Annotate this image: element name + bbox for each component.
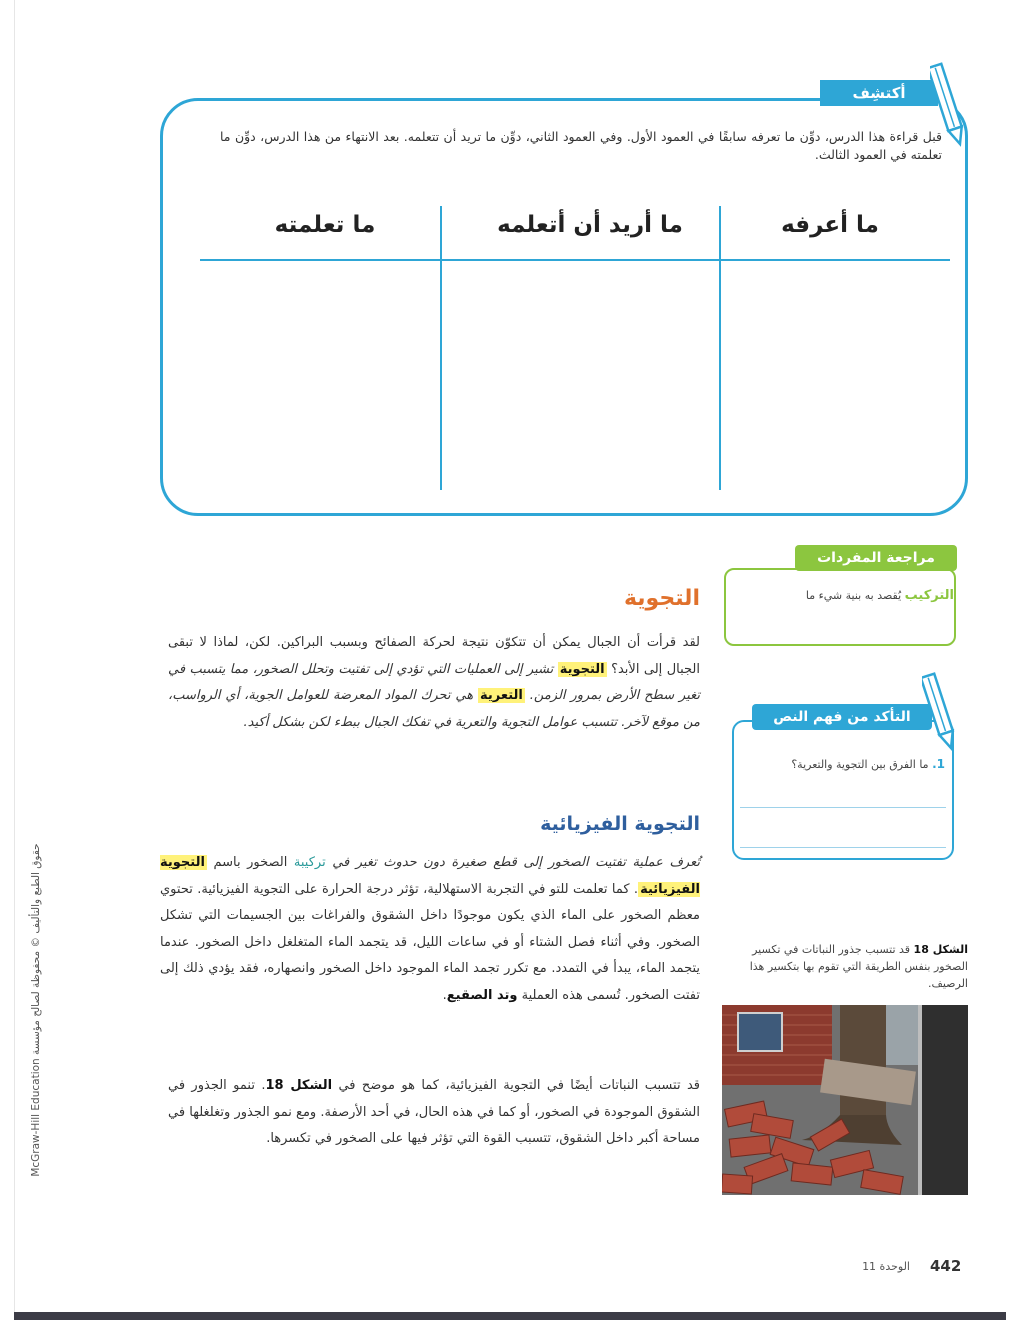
term-physical-weathering: التجوية الفيزيائية xyxy=(160,855,700,897)
column-header-know: ما أعرفه xyxy=(781,212,879,238)
weathering-paragraph xyxy=(168,630,700,736)
answer-line[interactable] xyxy=(740,847,946,848)
reading-check-question xyxy=(745,757,945,771)
kwl-learned-cell[interactable] xyxy=(200,262,438,488)
section-heading: التجوية xyxy=(623,586,700,611)
term-weathering: التجوية xyxy=(559,661,605,677)
unit-label: الوحدة 11 xyxy=(862,1260,910,1273)
reading-check-tab: التأكد من فهم النص xyxy=(752,704,932,730)
explore-tab: أكتشِف xyxy=(820,80,938,106)
vocab-definition: يُقصد به بنية شيء ما xyxy=(805,589,902,602)
kwl-want-cell[interactable] xyxy=(444,262,716,488)
vocab-term: التركيب xyxy=(904,588,954,603)
term-erosion: التعرية xyxy=(480,688,523,703)
paragraph-text: قد تتسبب النباتات أيضًا في التجوية الفيزيائية، كما هو موضح في xyxy=(332,1078,700,1093)
pencil-icon xyxy=(922,668,956,754)
vocab-review-box xyxy=(724,568,956,646)
column-header-learned: ما تعلمته xyxy=(274,212,376,238)
column-header-want: ما أريد أن أتعلمه xyxy=(497,212,683,238)
question-number: 1. xyxy=(932,757,945,771)
vocab-review-tab: مراجعة المفردات xyxy=(795,545,957,571)
kwl-column-divider xyxy=(719,206,721,490)
kwl-header-divider xyxy=(200,259,950,261)
term-frost-wedging: وتد الصقيع xyxy=(446,987,518,1003)
kwl-know-cell[interactable] xyxy=(722,262,948,488)
paragraph-text: تشير إلى العمليات التي تؤدي إلى تفتيت وتحلل الصخور، مما يتسبب في تغير سطح الأرض بمرور الزمن. xyxy=(168,661,701,703)
caption-text: قد تتسبب جذور النباتات في تكسير الصخور بنفس الطريقة التي تقوم بها بتكسير هذا الرصيف. xyxy=(749,943,968,990)
paragraph-text: تُعرف عملية تفتيت الصخور إلى قطع صغيرة دون حدوث تغير في xyxy=(325,855,700,870)
subsection-heading: التجوية الفيزيائية xyxy=(540,813,700,835)
kwl-instructions: قبل قراءة هذا الدرس، دوِّن ما تعرفه سابقًا في العمود الأول. وفي العمود الثاني، دوِّن ما تريد أن تتعلمه. بعد الانتهاء من هذا الدرس، دوِّن ما تعلمته في العمود الثالث. xyxy=(220,129,942,162)
kwl-column-divider xyxy=(440,206,442,490)
figure-reference: الشكل 18 xyxy=(265,1078,333,1093)
bottom-bar xyxy=(14,1312,1006,1320)
tree-roots-sidewalk-photo xyxy=(722,1005,968,1195)
paragraph-text: الصخور باسم xyxy=(206,855,294,870)
copyright-credit: حقوق الطبع والتأليف © محفوظة لصالح مؤسسة McGraw-Hill Education xyxy=(30,843,42,1177)
page-edge xyxy=(14,0,15,1320)
term-composition: تركيبة xyxy=(293,855,326,870)
answer-line[interactable] xyxy=(740,807,946,808)
reading-check-box xyxy=(732,720,954,860)
question-text: ما الفرق بين التجوية والتعرية؟ xyxy=(791,758,929,771)
figure-label: الشكل 18 xyxy=(913,943,968,956)
paragraph-text: لقد قرأت أن الجبال يمكن أن تتكوّن نتيجة لحركة الصفائح وبسبب البراكين. لكن، لماذا لا تبقى الجبال إلى الأبد؟ xyxy=(168,635,701,677)
figure-caption xyxy=(740,941,968,992)
paragraph-text: . xyxy=(442,987,447,1003)
vocab-entry xyxy=(740,588,954,603)
physical-weathering-paragraph xyxy=(160,850,700,1009)
page-number: 442 xyxy=(930,1257,962,1275)
paragraph-text: هي تحرك المواد المعرضة للعوامل الجوية، أي الرواسب، من موقع لآخر. تتسبب عوامل التجوية والتعرية في تفكك الجبال ببطء لكن بشكل أكيد. xyxy=(168,688,700,730)
paragraph-text: . كما تعلمت للتو في التجربة الاستهلالية، تؤثر درجة الحرارة على التجوية الفيزيائية. تحتوي معظم الصخور على الماء الذي يكون موجودًا داخل الشقوق والفراغات بين الجسيمات التي تشكل الصخور. وفي أثناء فصل الشتاء أو في ساعات الليل، قد يتجمد الماء المتغلغل داخل الصخور. عندما يتجمد الماء، يبدأ في التمدد. مع تكرر تجمد الماء الموجود داخل الصخور وانصهاره، فقد يؤدي ذلك إلى تفتت الصخور. تُسمى هذه العملية xyxy=(160,881,700,1003)
paragraph-text: . تنمو الجذور في الشقوق الموجودة في الصخور، أو كما في هذه الحال، في أحد الأرصفة. ومع نمو الجذور وتغلغلها في مساحة أكبر داخل الشقوق، تتسبب القوة التي تؤثر فيها على الصخور في تكسرها. xyxy=(168,1078,700,1146)
plants-paragraph xyxy=(168,1073,700,1153)
